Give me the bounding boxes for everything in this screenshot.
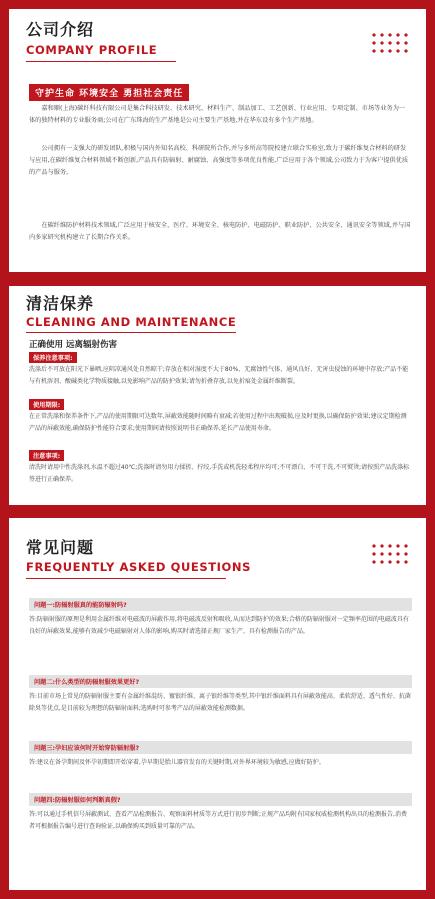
faq-question-text: 问题四:防辐射服如何判断真假? <box>34 797 121 804</box>
faq-question-text: 问题三:孕妇应该何时开始穿防辐射服? <box>34 745 140 752</box>
decorative-dots <box>370 31 412 57</box>
faq-panel <box>9 518 426 890</box>
faq-title-cn: 常见问题 <box>26 538 95 557</box>
cleaning-subtitle: 正确使用 远离辐射伤害 <box>29 340 117 350</box>
section-tag-care: 保养注意事项: <box>29 352 77 363</box>
title-underline <box>26 61 176 62</box>
company-paragraph-2: 公司拥有一支强大的研发团队,积极与国内外知名高校、科研院所合作,并与多所高等院校建立联合实验室,致力于碳纤维复合材料的研发与应用,在碳纤维复合材料领域不断创新,产品具有防辐射、耐腐蚀、高强度等多项优良性能,广泛应用于各个领域,公司致力于为客户提供优质的产品与服务。 <box>29 145 409 176</box>
company-profile-panel <box>9 9 426 272</box>
section-tag-lifespan: 使用期限: <box>29 399 64 410</box>
faq-question-3 <box>29 741 412 754</box>
decorative-dots <box>370 542 412 568</box>
faq-question-4 <box>29 793 412 806</box>
faq-question-text: 问题二:什么类型的防辐射服效果更好? <box>34 679 140 686</box>
cleaning-panel <box>9 286 426 505</box>
faq-question-text: 问题一:防辐射服真的能防辐射吗? <box>34 602 127 609</box>
faq-answer-4: 答:可以通过手机信号屏蔽测试、查看产品检测报告、观察面料材质等方式进行初步判断;正规产品均附有国家权威检测机构出具的检测报告,消费者可根据报告编号进行查询验证,以确保购买到质量可靠的产品。 <box>29 811 407 830</box>
title-underline <box>26 332 236 333</box>
faq-title-en: FREQUENTLY ASKED QUESTIONS <box>26 560 252 574</box>
title-underline <box>26 578 226 579</box>
faq-question-2 <box>29 675 412 688</box>
faq-answer-3: 答:建议在备孕期间及怀孕初期即开始穿着,孕早期是胎儿器官发育的关键时期,对外界环境较为敏感,应做好防护。 <box>29 759 325 766</box>
company-paragraph-3: 在碳纤维防护材料技术领域,广泛应用于核安全、医疗、环境安全、核电防护、电磁防护、职业防护、公共安全、通讯安全等领域,并与国内多家研究机构建立了长期合作关系。 <box>29 222 411 241</box>
cleaning-title-cn: 清洁保养 <box>26 294 95 313</box>
section-text-notes: 清洗时请用中性洗涤剂,水温不超过40℃;洗涤时请勿用力揉搓、拧绞,手洗或机洗轻柔程序均可;不可漂白、不可干洗,不可熨烫;请按照产品洗涤标签进行正确保养。 <box>29 464 410 483</box>
company-title-en: COMPANY PROFILE <box>26 43 158 57</box>
section-text-care: 洗涤后不可放在阳光下暴晒,应阴凉通风处自然晾干;存放在相对湿度不大于80%、无腐蚀性气体、通风良好、无害虫侵蚀的环境中存放;产品不能与有机溶剂、酸碱类化学物质接触,以免影响产品的防护效果;请勿折叠存放,以免折痕处金属纤维断裂。 <box>29 366 409 385</box>
company-paragraph-1: 嘉和顺(上海)碳纤科技有限公司是集合科技研发、技术研究、材料生产、制品加工、工艺创新、行业应用、专项定制、市场等业务为一体的独特材料的专业服务商;公司在广东珠海的生产基地是公司主要生产基地,并在华东设有多个生产基地。 <box>29 105 406 124</box>
faq-answer-1: 答:防辐射服的原理是利用金属纤维对电磁波的屏蔽作用,将电磁波反射和吸收,从而达到防护的效果;合格的防辐射服对一定频率范围的电磁波具有良好的屏蔽效果,能够有效减少电磁辐射对人体的影响,购买时请选择正规厂家生产、具有检测报告的产品。 <box>29 616 409 635</box>
section-tag-notes: 注意事项: <box>29 450 64 461</box>
faq-question-1 <box>29 598 412 611</box>
slogan-badge: 守护生命 环境安全 勇担社会责任 <box>29 84 189 101</box>
cleaning-title-en: CLEANING AND MAINTENANCE <box>26 315 237 329</box>
company-title-cn: 公司介绍 <box>26 20 95 39</box>
section-text-lifespan: 在正常洗涤和保养条件下,产品的使用期限可达数年,屏蔽效能随时间略有衰减;若使用过程中出现破损,应及时更换,以确保防护效果;建议定期检测产品的屏蔽效能,确保防护性能符合要求;使用期间请按照说明书正确保养,延长产品使用寿命。 <box>29 413 407 432</box>
faq-answer-2: 答:目前市场上常见的防辐射服主要有金属纤维混纺、镀银纤维、离子银纤维等类型,其中银纤维面料具有屏蔽效能高、柔软舒适、透气性好、抗菌除臭等优点,是目前较为理想的防辐射面料;选购时可参考产品的屏蔽效能检测数据。 <box>29 693 411 712</box>
